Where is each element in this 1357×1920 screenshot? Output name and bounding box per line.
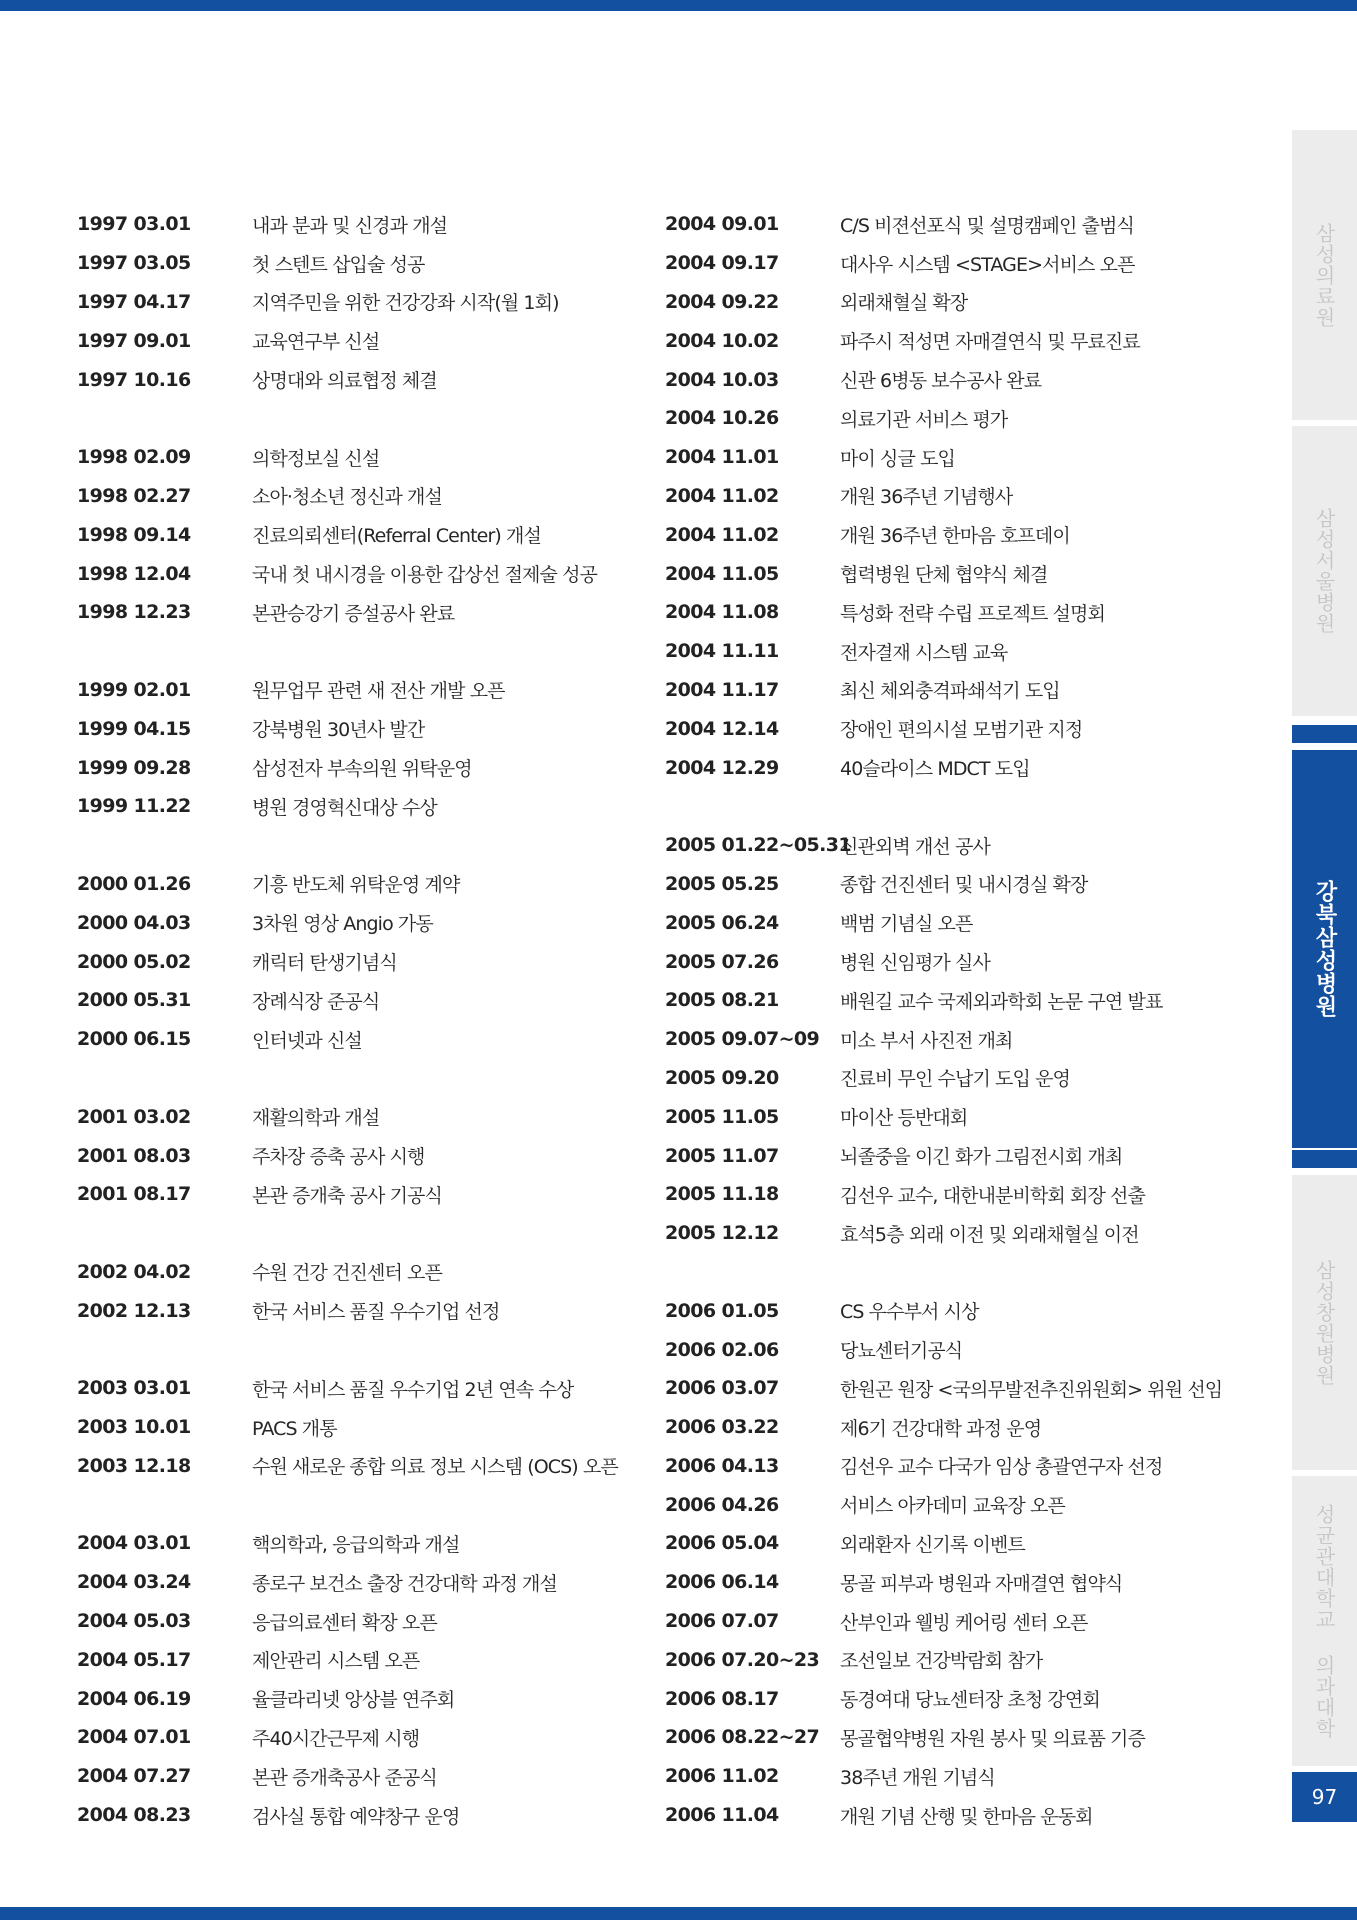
entry-date: 2001 08.03 [77,1144,191,1167]
timeline-entry [665,1640,1222,1679]
timeline-entry [77,748,618,787]
entry-event: 효석5층 외래 이전 및 외래채혈실 이전 [840,1223,1139,1246]
timeline-entry [665,1136,1222,1175]
entry-date: 1998 02.27 [77,484,191,507]
timeline-entry [77,1563,618,1602]
entry-date: 2004 06.19 [77,1687,191,1710]
side-tab-label: 성균관대학교 의과대학 [1312,1503,1336,1739]
timeline-entry [77,244,618,283]
entry-event: 진료의뢰센터(Referral Center) 개설 [252,525,541,548]
entry-event: 김선우 교수, 대한내분비학회 회장 선출 [840,1184,1145,1207]
timeline-entry [665,205,1222,244]
entry-event: 원무업무 관련 새 전산 개발 오픈 [252,680,505,703]
entry-event: 의학정보실 신설 [252,447,380,470]
entry-event: 교육연구부 신설 [252,331,380,354]
entry-date: 2004 08.23 [77,1804,191,1827]
timeline-entry [665,244,1222,283]
entry-date: 1998 09.14 [77,523,191,546]
entry-date: 2006 08.22~27 [665,1726,820,1749]
timeline-entry [665,942,1222,981]
entry-date: 2004 11.01 [665,446,779,469]
entry-date: 2003 10.01 [77,1416,191,1439]
timeline-entry [665,1602,1222,1641]
entry-event: 백범 기념실 오픈 [840,913,973,936]
year-group-gap [665,787,1222,826]
entry-event: 지역주민을 위한 건강강좌 시작(월 1회) [252,292,559,315]
entry-date: 2005 05.25 [665,872,779,895]
year-group-gap [665,1253,1222,1292]
entry-event: 내과 분과 및 신경과 개설 [252,214,448,237]
year-group-gap [77,826,618,865]
entry-event: 당뇨센터기공식 [840,1340,963,1362]
entry-date: 2001 08.17 [77,1183,191,1206]
entry-date: 2002 12.13 [77,1299,191,1322]
year-group-gap [77,1330,618,1369]
entry-date: 2004 12.29 [665,756,779,779]
entry-date: 2004 11.02 [665,484,779,507]
entry-date: 2004 05.17 [77,1648,191,1671]
entry-event: 파주시 적성면 자매결연식 및 무료진료 [840,331,1140,354]
entry-date: 2005 06.24 [665,911,779,934]
entry-date: 2000 05.31 [77,989,191,1012]
entry-date: 2006 11.02 [665,1765,779,1788]
year-group-gap [77,399,618,438]
timeline-entry [77,787,618,826]
entry-event: 전자결재 시스템 교육 [840,641,1008,664]
entry-event: 신관외벽 개선 공사 [840,835,990,858]
timeline-entry [77,515,618,554]
timeline-entry [665,671,1222,710]
entry-date: 2006 05.04 [665,1532,779,1555]
entry-event: 김선우 교수 다국가 임상 총괄연구자 선정 [840,1456,1163,1479]
year-group-gap [77,1485,618,1524]
entry-date: 2006 07.20~23 [665,1648,820,1671]
timeline-entry [665,360,1222,399]
entry-event: 상명대와 의료협정 체결 [252,370,437,393]
entry-event: 제6기 건강대학 과정 운영 [840,1417,1042,1440]
entry-date: 2004 09.01 [665,213,779,236]
timeline-entry [77,554,618,593]
year-group-gap [77,1214,618,1253]
entry-event: 몽골 피부과 병원과 자매결연 협약식 [840,1572,1123,1595]
entry-date: 2005 08.21 [665,989,779,1012]
entry-event: 재활의학과 개설 [252,1107,380,1130]
timeline-left-column [77,205,618,1834]
timeline-entry [665,981,1222,1020]
timeline-entry [77,438,618,477]
entry-event: 인터넷과 신설 [252,1029,362,1052]
side-tab-label: 삼성창원병원 [1312,1259,1336,1386]
entry-event: 몽골협약병원 자원 봉사 및 의료품 기증 [840,1727,1145,1750]
entry-event: 신관 6병동 보수공사 완료 [840,370,1042,393]
entry-event: 제안관리 시스템 오픈 [252,1650,420,1673]
timeline-entry [665,1524,1222,1563]
entry-date: 1998 02.09 [77,446,191,469]
entry-date: 1997 04.17 [77,290,191,313]
entry-date: 2000 05.02 [77,950,191,973]
entry-date: 2002 04.02 [77,1260,191,1283]
entry-event: 배원길 교수 국제외과학회 논문 구연 발표 [840,990,1163,1013]
timeline-entry [77,1136,618,1175]
entry-date: 2005 09.20 [665,1066,779,1089]
entry-event: 국내 첫 내시경을 이용한 갑상선 절제술 성공 [252,564,598,587]
entry-date: 2006 06.14 [665,1571,779,1594]
timeline-entry [77,1602,618,1641]
entry-event: 협력병원 단체 협약식 체결 [840,564,1048,587]
timeline-entry [665,709,1222,748]
timeline-entry [77,1679,618,1718]
entry-date: 2006 08.17 [665,1687,779,1710]
entry-event: 조선일보 건강박람회 참가 [840,1650,1043,1673]
entry-event: 주40시간근무제 시행 [252,1727,420,1750]
timeline-entry [665,515,1222,554]
timeline-entry [665,826,1222,865]
entry-event: 캐릭터 탄생기념식 [252,952,397,975]
entry-date: 2006 11.04 [665,1804,779,1827]
timeline-entry [665,748,1222,787]
timeline-entry [77,477,618,516]
entry-event: 소아·청소년 정신과 개설 [252,486,442,509]
timeline-entry [77,903,618,942]
timeline-entry [77,1447,618,1486]
side-tab-samsung-seoul-hospital[interactable] [1292,426,1357,716]
timeline-entry [77,1408,618,1447]
timeline-entry [665,1097,1222,1136]
entry-date: 2000 06.15 [77,1028,191,1051]
entry-event: 대사우 시스템 <STAGE>서비스 오픈 [840,253,1135,276]
timeline-entry [665,1563,1222,1602]
timeline-entry [665,554,1222,593]
entry-date: 2000 01.26 [77,872,191,895]
timeline-entry [665,593,1222,632]
entry-date: 2005 11.07 [665,1144,779,1167]
timeline-entry [77,1253,618,1292]
entry-date: 2004 11.02 [665,523,779,546]
entry-date: 2006 04.13 [665,1454,779,1477]
entry-event: 한국 서비스 품질 우수기업 선정 [252,1301,500,1324]
entry-event: 개원 36주년 기념행사 [840,486,1013,509]
entry-date: 1998 12.04 [77,562,191,585]
entry-date: 2004 11.05 [665,562,779,585]
timeline-entry [665,1796,1222,1835]
entry-event: 종로구 보건소 출장 건강대학 과정 개설 [252,1572,557,1595]
timeline-entry [77,1291,618,1330]
entry-event: 수원 새로운 종합 의료 정보 시스템 (OCS) 오픈 [252,1456,618,1479]
timeline-entry [665,1757,1222,1796]
entry-event: 뇌졸중을 이긴 화가 그림전시회 개최 [840,1146,1123,1169]
entry-date: 2004 09.22 [665,290,779,313]
timeline-entry [77,1175,618,1214]
entry-event: 산부인과 웰빙 케어링 센터 오픈 [840,1611,1088,1634]
side-tab-label: 삼성의료원 [1312,222,1336,328]
entry-event: 검사실 통합 예약창구 운영 [252,1805,460,1828]
entry-date: 1997 03.01 [77,213,191,236]
entry-event: 병원 경영혁신대상 수상 [252,796,437,819]
entry-event: 종합 건진센터 및 내시경실 확장 [840,874,1088,897]
entry-event: 의료기관 서비스 평가 [840,408,1008,431]
entry-date: 1998 12.23 [77,601,191,624]
timeline-entry [665,903,1222,942]
timeline-entry [665,1020,1222,1059]
entry-date: 2004 05.03 [77,1610,191,1633]
entry-date: 2006 02.06 [665,1338,779,1361]
entry-date: 2004 10.03 [665,368,779,391]
entry-date: 2003 12.18 [77,1454,191,1477]
entry-date: 2004 07.01 [77,1726,191,1749]
timeline-entry [665,399,1222,438]
entry-event: 응급의료센터 확장 오픈 [252,1611,437,1634]
entry-date: 2004 03.24 [77,1571,191,1594]
entry-event: 핵의학과, 응급의학과 개설 [252,1533,460,1556]
timeline-entry [665,283,1222,322]
entry-date: 2003 03.01 [77,1377,191,1400]
entry-date: 2005 12.12 [665,1222,779,1245]
entry-event: 미소 부서 사진전 개최 [840,1029,1013,1052]
entry-date: 2004 07.27 [77,1765,191,1788]
timeline-entry [77,1097,618,1136]
timeline-entry [77,1369,618,1408]
entry-date: 2004 11.17 [665,678,779,701]
timeline-entry [665,632,1222,671]
entry-date: 2006 07.07 [665,1610,779,1633]
timeline-entry [77,283,618,322]
timeline-entry [77,709,618,748]
entry-date: 2006 03.07 [665,1377,779,1400]
entry-event: 삼성전자 부속의원 위탁운영 [252,758,472,781]
timeline-entry [77,1640,618,1679]
entry-event: 본관 증개축공사 준공식 [252,1766,437,1789]
entry-date: 1997 10.16 [77,368,191,391]
entry-event: 외래채혈실 확장 [840,292,968,315]
entry-event: 최신 체외충격파쇄석기 도입 [840,680,1060,703]
timeline-entry [665,1718,1222,1757]
entry-date: 2004 11.11 [665,640,779,663]
entry-event: 본관 증개축 공사 기공식 [252,1184,442,1207]
entry-date: 2006 01.05 [665,1299,779,1322]
timeline-entry [77,205,618,244]
timeline-entry [665,1330,1222,1369]
entry-date: 1999 02.01 [77,678,191,701]
timeline-entry [665,1214,1222,1253]
timeline-entry [665,438,1222,477]
entry-event: 40슬라이스 MDCT 도입 [840,758,1030,781]
timeline-entry [77,321,618,360]
timeline-entry [77,1020,618,1059]
entry-event: 외래환자 신기록 이벤트 [840,1533,1025,1556]
entry-event: 첫 스텐트 삽입술 성공 [252,253,425,276]
year-group-gap [77,1059,618,1098]
entry-date: 2005 11.18 [665,1183,779,1206]
entry-date: 2005 07.26 [665,950,779,973]
entry-event: 본관승강기 증설공사 완료 [252,602,455,625]
entry-date: 2006 03.22 [665,1416,779,1439]
timeline-entry [77,1718,618,1757]
active-tab-marker-bottom [1292,1150,1357,1168]
entry-date: 2004 12.14 [665,717,779,740]
entry-date: 2005 09.07~09 [665,1028,820,1051]
timeline-entry [665,1408,1222,1447]
entry-date: 2006 04.26 [665,1493,779,1516]
timeline-entry [665,1175,1222,1214]
timeline-entry [77,1524,618,1563]
page-number: 97 [1292,1772,1357,1822]
timeline-entry [665,1059,1222,1098]
bottom-accent-bar [0,1907,1357,1920]
entry-date: 2005 01.22~05.31 [665,834,852,857]
year-group-gap [77,632,618,671]
side-tab-label: 강북삼성병원 [1312,880,1337,1018]
entry-event: 장애인 편의시설 모범기관 지정 [840,719,1083,742]
timeline-entry [665,477,1222,516]
entry-event: 한원곤 원장 <국의무발전추진위원회> 위원 선임 [840,1378,1223,1401]
timeline-entry [77,942,618,981]
timeline-entry [77,360,618,399]
entry-date: 2004 10.26 [665,407,779,430]
entry-event: 율클라리넷 앙상블 연주회 [252,1689,455,1712]
timeline-entry [665,1447,1222,1486]
timeline-entry [77,1796,618,1835]
timeline-entry [77,981,618,1020]
entry-event: 개원 기념 산행 및 한마음 운동회 [840,1805,1093,1828]
entry-event: 서비스 아카데미 교육장 오픈 [840,1495,1065,1518]
timeline-entry [665,1369,1222,1408]
entry-event: 주차장 증축 공사 시행 [252,1146,425,1169]
timeline-entry [665,1485,1222,1524]
entry-event: 기흥 반도체 위탁운영 계약 [252,874,460,897]
timeline-entry [665,321,1222,360]
entry-date: 1999 11.22 [77,795,191,818]
entry-event: C/S 비젼선포식 및 설명캠페인 출범식 [840,214,1134,237]
entry-event: 장례식장 준공식 [252,990,380,1013]
side-tab-samsung-medical-center[interactable] [1292,130,1357,420]
side-tab-skku-medicine[interactable] [1292,1476,1357,1766]
timeline-entry [77,865,618,904]
timeline-entry [77,1757,618,1796]
entry-date: 1997 03.05 [77,252,191,275]
timeline-entry [77,671,618,710]
entry-event: 마이산 등반대회 [840,1107,968,1130]
timeline-entry [665,865,1222,904]
entry-event: 강북병원 30년사 발간 [252,719,425,742]
entry-event: 동경여대 당뇨센터장 초청 강연회 [840,1689,1100,1712]
side-tab-kangbuk-samsung-hospital[interactable] [1292,750,1357,1148]
side-tab-label: 삼성서울병원 [1312,508,1336,634]
timeline-right-column [665,205,1222,1834]
entry-event: 진료비 무인 수납기 도입 운영 [840,1068,1071,1091]
entry-date: 2004 03.01 [77,1532,191,1555]
entry-event: CS 우수부서 시상 [840,1301,979,1324]
entry-date: 2001 03.02 [77,1105,191,1128]
entry-date: 1999 04.15 [77,717,191,740]
entry-event: 수원 건강 건진센터 오픈 [252,1262,442,1285]
entry-event: 마이 싱글 도입 [840,447,956,470]
entry-date: 2004 10.02 [665,329,779,352]
entry-event: 개원 36주년 한마음 호프데이 [840,525,1070,548]
active-tab-marker-top [1292,725,1357,743]
side-tab-samsung-changwon-hospital[interactable] [1292,1175,1357,1470]
entry-event: 3차원 영상 Angio 가동 [252,913,433,936]
entry-event: 한국 서비스 품질 우수기업 2년 연속 수상 [252,1378,574,1401]
entry-date: 1999 09.28 [77,756,191,779]
timeline-entry [77,593,618,632]
entry-event: 특성화 전략 수립 프로젝트 설명회 [840,602,1105,625]
entry-date: 1997 09.01 [77,329,191,352]
entry-event: 38주년 개원 기념식 [840,1766,995,1789]
top-accent-bar [0,0,1357,11]
entry-event: PACS 개통 [252,1417,337,1440]
timeline-entry [665,1291,1222,1330]
entry-date: 2004 09.17 [665,252,779,275]
entry-date: 2005 11.05 [665,1105,779,1128]
entry-date: 2000 04.03 [77,911,191,934]
timeline-entry [665,1679,1222,1718]
entry-date: 2004 11.08 [665,601,779,624]
entry-event: 병원 신임평가 실사 [840,952,990,975]
